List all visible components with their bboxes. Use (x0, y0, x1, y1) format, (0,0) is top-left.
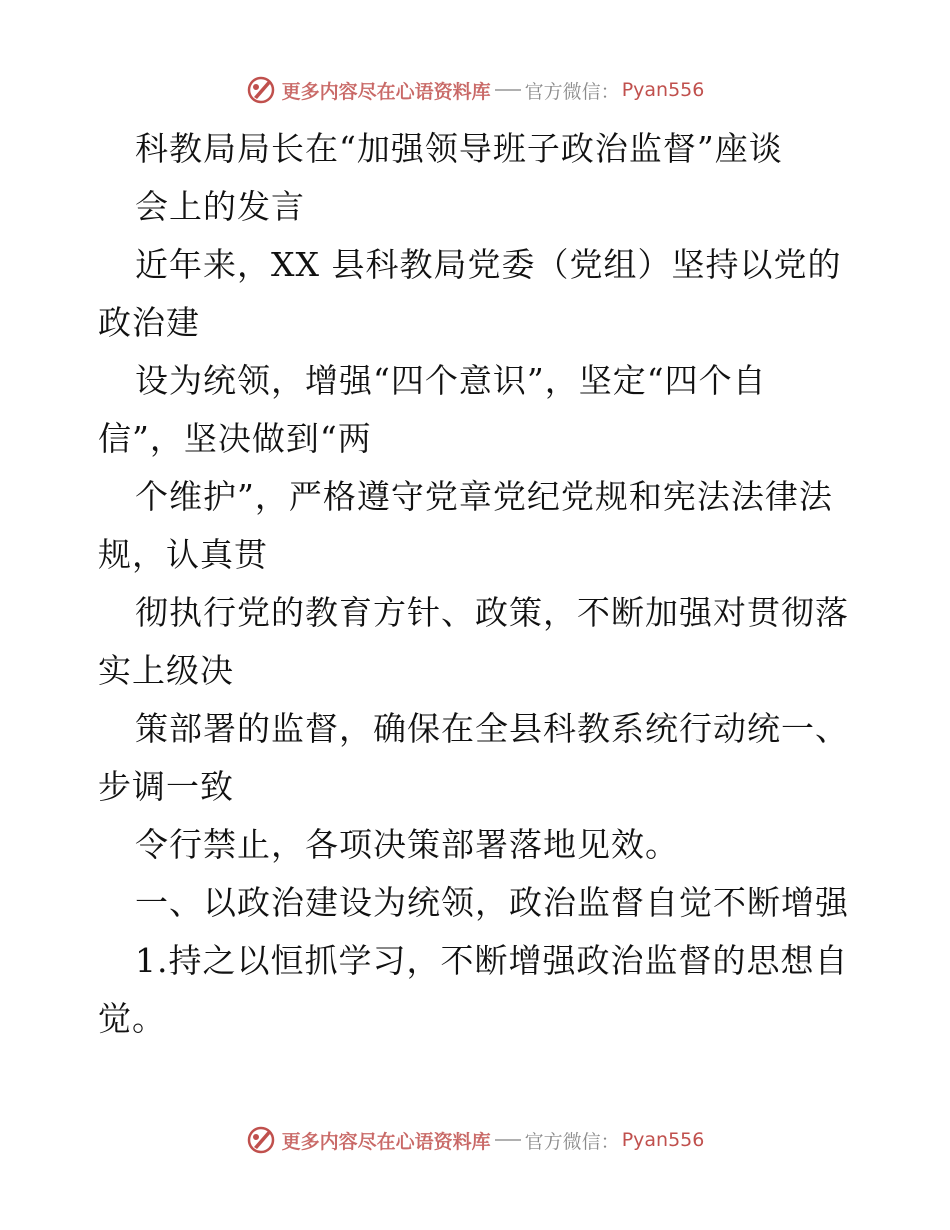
footer-watermark (0, 1120, 950, 1160)
paragraph-line: 设为统领，增强“四个意识”，坚定“四个自 (135, 361, 767, 400)
watermark-wechat-label: 官方微信： (524, 1130, 620, 1153)
paragraph-line: 个维护”，严格遵守党章党纪党规和宪法法律法 (135, 477, 833, 516)
watermark-divider (495, 1139, 521, 1141)
paragraph-line: 策部署的监督，确保在全县科教系统行动统一、 (135, 709, 849, 748)
watermark-wechat-label: 官方微信： (524, 80, 620, 103)
paragraph-line: 信”，坚决做到“两 (98, 419, 372, 458)
watermark-wechat-id: Pyan556 (621, 79, 705, 101)
title-line-2: 会上的发言 (135, 187, 305, 226)
paragraph-line: 令行禁止，各项决策部署落地见效。 (135, 825, 679, 864)
watermark-text: 更多内容尽在心语资料库 (281, 80, 491, 103)
paragraph-line: 规，认真贯 (98, 535, 268, 574)
paragraph-line: 彻执行党的教育方针、政策，不断加强对贯彻落 (135, 593, 849, 632)
subsection-heading: 1.持之以恒抓学习，不断增强政治监督的思想自 (135, 941, 849, 980)
watermark-wechat-id: Pyan556 (621, 1129, 705, 1151)
paragraph-line: 近年来，XX 县科教局党委（党组）坚持以党的 (135, 245, 842, 284)
paragraph-line: 觉。 (98, 999, 166, 1038)
watermark-text: 更多内容尽在心语资料库 (281, 1130, 491, 1153)
paragraph-line: 政治建 (98, 303, 200, 342)
document-body (98, 120, 858, 1048)
quill-seal-icon (246, 75, 276, 105)
quill-seal-icon (246, 1125, 276, 1155)
watermark-divider (495, 89, 521, 91)
section-heading: 一、以政治建设为统领，政治监督自觉不断增强 (135, 883, 849, 922)
title-line-1: 科教局局长在“加强领导班子政治监督”座谈 (135, 129, 783, 168)
paragraph-line: 步调一致 (98, 767, 234, 806)
paragraph-line: 实上级决 (98, 651, 234, 690)
header-watermark (0, 70, 950, 110)
